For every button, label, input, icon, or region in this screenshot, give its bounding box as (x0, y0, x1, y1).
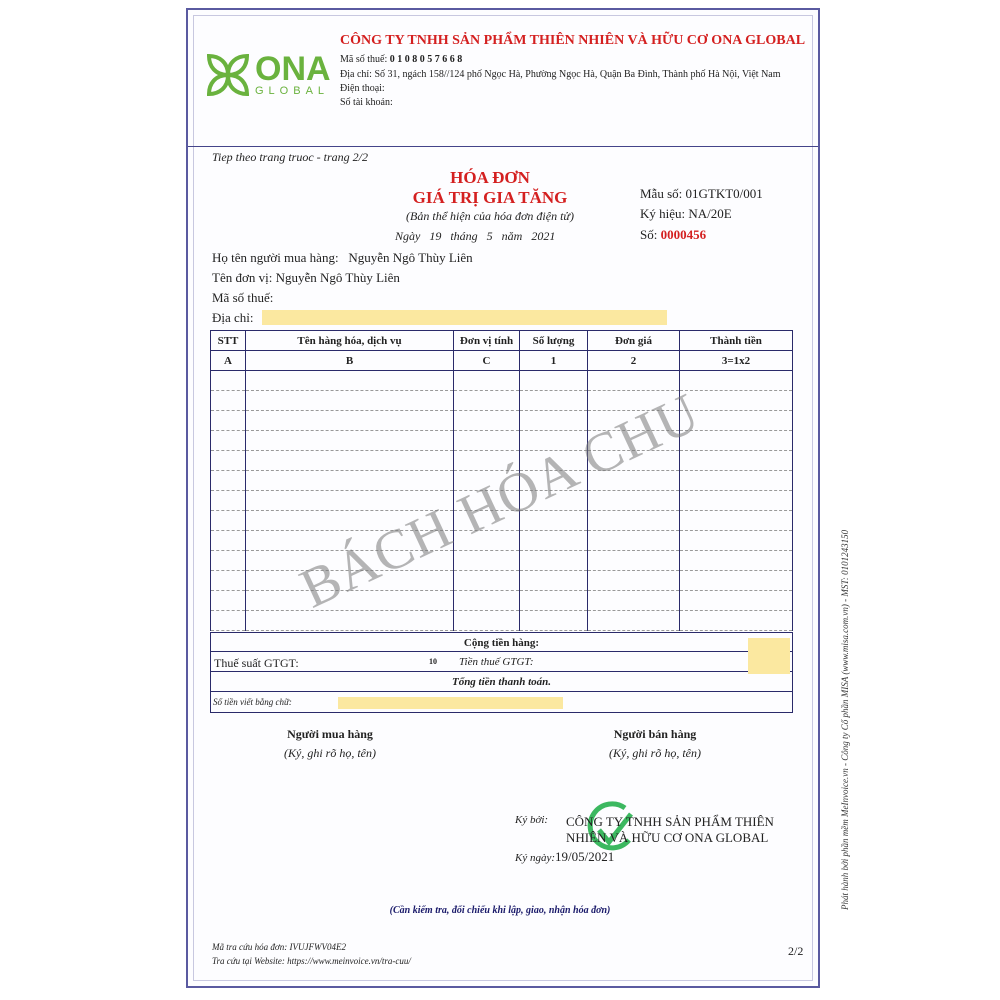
seller-company: CÔNG TY TNHH SẢN PHẨM THIÊN NHIÊN VÀ HỮU CƠ ONA GLOBAL (340, 33, 806, 48)
table-cell (246, 431, 454, 451)
td: 2 (588, 351, 680, 371)
invoice-title-2: GIÁ TRỊ GIA TĂNG (412, 188, 568, 207)
table-cell (680, 551, 793, 571)
seller-phone: Điện thoại: (340, 83, 385, 94)
table-cell (211, 491, 246, 511)
value: IVUJFWV04E2 (289, 942, 346, 952)
table-cell (454, 371, 520, 391)
seller-address (340, 69, 781, 80)
th: Thành tiền (680, 331, 793, 351)
vat-amount-label: Tiền thuế GTGT: (459, 656, 534, 668)
value: Nguyễn Ngô Thùy Liên (275, 270, 400, 285)
table-cell (454, 411, 520, 431)
tax-code: 0 1 0 8 0 5 7 6 6 8 (389, 54, 463, 65)
label: Thuế suất GTGT: (214, 656, 299, 670)
table-cell (520, 391, 588, 411)
label: Mã số thuế: (340, 54, 388, 65)
table-cell (211, 411, 246, 431)
table-cell (520, 611, 588, 631)
vat-rate: 10 (429, 657, 437, 666)
logo-sub: GLOBAL (255, 85, 330, 97)
invoice-number (640, 227, 706, 243)
redacted-words (338, 697, 563, 709)
invoice-date: Ngày 19 tháng 5 năm 2021 (395, 229, 556, 243)
th: Tên hàng hóa, dịch vụ (246, 331, 454, 351)
subtotal-row: Cộng tiền hàng: (210, 632, 793, 652)
signed-by-label: Ký bởi: (515, 814, 549, 826)
td: B (246, 351, 454, 371)
table-cell (211, 451, 246, 471)
logo-text: ONA (255, 50, 331, 88)
table-cell (588, 551, 680, 571)
th: STT (211, 331, 246, 351)
table-row (211, 371, 793, 391)
table-cell (588, 531, 680, 551)
label: Ký ngày: (515, 852, 556, 864)
signer-1: CÔNG TY TNHH SẢN PHẨM THIÊN (566, 814, 774, 829)
label: Mã tra cứu hóa đơn: (212, 942, 288, 952)
note: (Ký, ghi rõ họ, tên) (609, 746, 701, 760)
table-cell (588, 571, 680, 591)
watermark: BÁCH HÓA CHU (291, 381, 709, 621)
seller-account: Số tài khoản: (340, 97, 393, 108)
table-cell (680, 531, 793, 551)
table-cell (520, 371, 588, 391)
signed-date: 19/05/2021 (555, 849, 615, 864)
label: Người bán hàng (613, 727, 697, 741)
table-cell (680, 451, 793, 471)
table-cell (211, 591, 246, 611)
th: Số lượng (520, 331, 588, 351)
table-cell (588, 491, 680, 511)
buyer-name (212, 250, 473, 266)
th: Đơn giá (588, 331, 680, 351)
side-note: Phát hành bởi phần mềm MeInvoice.vn - Công ty Cổ phần MISA (www.misa.com.vn) - MST: 0101243150 (840, 529, 850, 910)
leaf-logo-icon (205, 52, 251, 98)
table-cell (454, 431, 520, 451)
table-cell (211, 611, 246, 631)
ona-logo (205, 52, 331, 98)
table-cell (454, 571, 520, 591)
table-cell (454, 591, 520, 611)
label: Số: (640, 227, 658, 242)
table-cell (680, 571, 793, 591)
signed-date-row (515, 849, 614, 865)
value: Nguyễn Ngô Thùy Liên (348, 250, 473, 265)
label: Tra cứu tại Website: (212, 956, 285, 966)
lookup-code (212, 942, 346, 952)
label: Tên đơn vị: (212, 270, 273, 285)
form-no (640, 186, 763, 202)
seller-tax (340, 54, 462, 65)
table-cell (246, 411, 454, 431)
label: Họ tên người mua hàng: (212, 250, 339, 265)
table-cell (680, 591, 793, 611)
symbol (640, 206, 732, 222)
table-cell (246, 471, 454, 491)
invoice-title: HÓA ĐƠN (450, 168, 530, 187)
table-cell (588, 371, 680, 391)
table-cell (454, 391, 520, 411)
table-cell (246, 391, 454, 411)
buyer-address: Địa chỉ: (212, 310, 254, 325)
table-cell (588, 611, 680, 631)
table-cell (520, 571, 588, 591)
table-cell (211, 571, 246, 591)
table-cell (211, 431, 246, 451)
redacted-address (262, 310, 667, 325)
td: 3=1x2 (680, 351, 793, 371)
label: Ký hiệu: (640, 206, 686, 221)
table-cell (211, 551, 246, 571)
table-cell (211, 371, 246, 391)
table-cell (246, 371, 454, 391)
table-cell (454, 611, 520, 631)
table-cell (680, 611, 793, 631)
divider (188, 146, 818, 147)
lookup-site (212, 956, 411, 966)
link[interactable]: https://www.meinvoice.vn/tra-cuu/ (287, 956, 411, 966)
continued-note: Tiep theo trang truoc - trang 2/2 (212, 150, 368, 164)
table-cell (211, 471, 246, 491)
table-cell (211, 511, 246, 531)
buyer-unit (212, 270, 400, 286)
table-cell (454, 551, 520, 571)
table-cell (211, 391, 246, 411)
table-cell (520, 551, 588, 571)
address: Số 31, ngách 158//124 phố Ngọc Hà, Phường Ngọc Hà, Quận Ba Đình, Thành phố Hà Nội, Việt Nam (374, 69, 781, 80)
table-cell (588, 511, 680, 531)
invoice-subtitle: (Bản thể hiện của hóa đơn điện tử) (406, 209, 574, 223)
table-cell (520, 531, 588, 551)
page-number: 2/2 (788, 944, 804, 958)
notice: (Cần kiểm tra, đối chiếu khi lập, giao, nhận hóa đơn) (389, 905, 611, 916)
in-words-row: Số tiền viết bằng chữ: (210, 692, 793, 713)
table-cell (588, 591, 680, 611)
value: 0000456 (660, 227, 707, 242)
table-cell (246, 611, 454, 631)
table-cell (246, 451, 454, 471)
signer-2: NHIÊN VÀ HỮU CƠ ONA GLOBAL (566, 830, 769, 845)
table-cell (211, 531, 246, 551)
table-header (211, 331, 793, 351)
total-row: Tổng tiền thanh toán. (210, 672, 793, 692)
label: Người mua hàng (287, 727, 373, 741)
redacted-amounts (748, 638, 790, 674)
seller-signature (575, 727, 735, 764)
note: (Ký, ghi rõ họ, tên) (284, 746, 376, 760)
label: Địa chỉ: (340, 69, 372, 80)
td: A (211, 351, 246, 371)
th: Đơn vị tính (454, 331, 520, 351)
table-cell (680, 471, 793, 491)
table-cell (520, 411, 588, 431)
td: C (454, 351, 520, 371)
table-code-row (211, 351, 793, 371)
label: Mẫu số: (640, 186, 683, 201)
td: 1 (520, 351, 588, 371)
value: 01GTKT0/001 (685, 186, 763, 201)
table-cell (680, 511, 793, 531)
vat-row (210, 652, 793, 672)
buyer-signature (250, 727, 410, 764)
table-cell (680, 491, 793, 511)
buyer-tax: Mã số thuế: (212, 290, 274, 305)
value: NA/20E (688, 206, 732, 221)
table-cell (520, 591, 588, 611)
